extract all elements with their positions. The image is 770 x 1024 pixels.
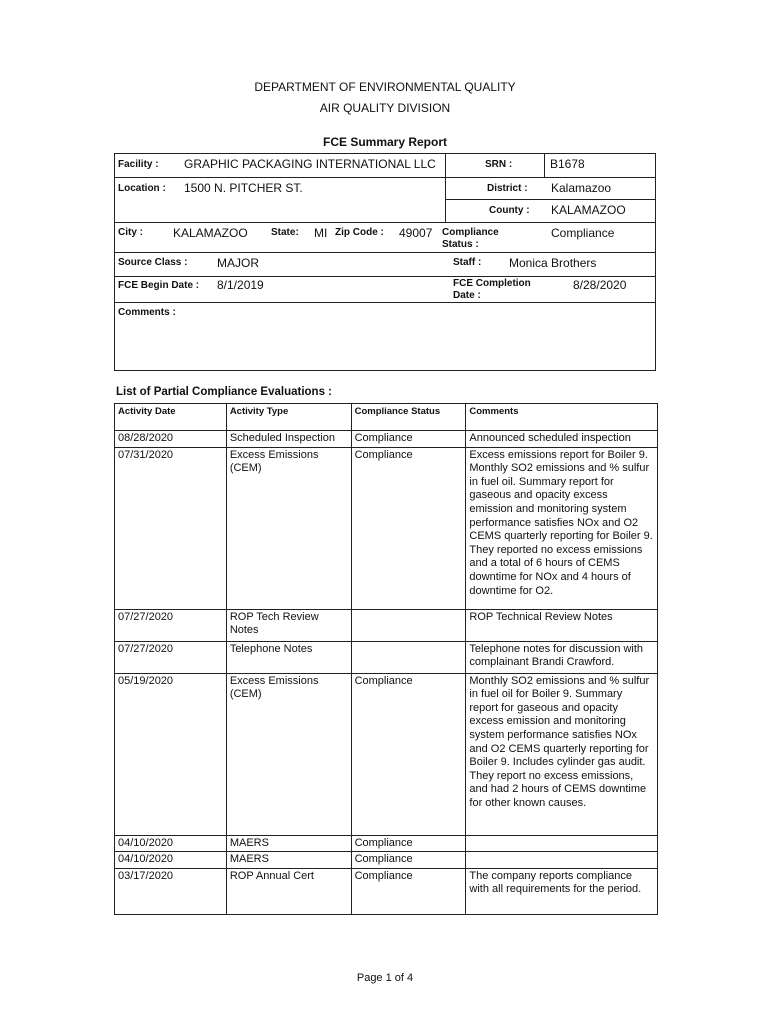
cell-comments: Monthly SO2 emissions and % sulfur in fuel oil for Boiler 9. Summary report for gaseous and opacity excess emission and monitoring system performance satisfies NOx and O2 CEMS quarterly reporting for Boiler 9. Includes cylinder gas audit. They report no excess emissions, and had 2 hours of CEMS downtime for other known causes. (466, 673, 658, 835)
location-value: 1500 N. PITCHER ST. (184, 181, 303, 195)
source-class-label: Source Class : (118, 257, 188, 268)
srn-label: SRN : (485, 159, 513, 170)
city-value: KALAMAZOO (173, 226, 248, 240)
cell-type: Excess Emissions (CEM) (226, 673, 351, 835)
cell-date: 03/17/2020 (115, 868, 227, 914)
fce-completion-label: FCE Completion Date : (453, 278, 531, 301)
fce-completion-value: 8/28/2020 (573, 278, 627, 292)
cell-date: 07/31/2020 (115, 447, 227, 609)
fce-begin-label: FCE Begin Date : (118, 280, 200, 291)
page-footer: Page 1 of 4 (356, 972, 414, 984)
cell-comments: Announced scheduled inspection (466, 431, 658, 448)
state-value: MI (314, 226, 328, 240)
cell-type: MAERS (226, 852, 351, 869)
cell-date: 04/10/2020 (115, 835, 227, 852)
cell-type: MAERS (226, 835, 351, 852)
fce-begin-value: 8/1/2019 (217, 278, 264, 292)
source-class-value: MAJOR (217, 256, 259, 270)
facility-label: Facility : (118, 159, 159, 170)
cell-type: ROP Tech Review Notes (226, 609, 351, 641)
report-title: FCE Summary Report (322, 135, 448, 149)
pce-table (114, 403, 658, 915)
cell-date: 08/28/2020 (115, 431, 227, 448)
cell-status (351, 641, 466, 673)
department-heading: DEPARTMENT OF ENVIRONMENTAL QUALITY (254, 80, 516, 94)
pce-list-title: List of Partial Compliance Evaluations : (116, 386, 332, 398)
comments-label: Comments : (118, 307, 176, 318)
header-activity-date: Activity Date (115, 404, 227, 431)
table-row (115, 835, 658, 852)
compliance-label: Compliance Status : (442, 227, 499, 250)
cell-type: Scheduled Inspection (226, 431, 351, 448)
cell-date: 04/10/2020 (115, 852, 227, 869)
district-value: Kalamazoo (551, 181, 612, 195)
district-label: District : (487, 183, 528, 194)
staff-value: Monica Brothers (509, 256, 597, 270)
compliance-value: Compliance (551, 226, 615, 240)
table-row (115, 447, 658, 609)
city-label: City : (118, 227, 143, 238)
cell-type: Telephone Notes (226, 641, 351, 673)
cell-comments (466, 852, 658, 869)
division-heading: AIR QUALITY DIVISION (319, 101, 451, 115)
cell-comments (466, 835, 658, 852)
table-row (115, 673, 658, 835)
county-label: County : (489, 205, 530, 216)
cell-status (351, 609, 466, 641)
staff-label: Staff : (453, 257, 482, 268)
cell-comments: ROP Technical Review Notes (466, 609, 658, 641)
table-row (115, 431, 658, 448)
cell-date: 05/19/2020 (115, 673, 227, 835)
state-label: State: (271, 227, 299, 238)
cell-status: Compliance (351, 852, 466, 869)
table-row (115, 868, 658, 914)
cell-status: Compliance (351, 835, 466, 852)
table-row (115, 852, 658, 869)
cell-comments: The company reports compliance with all requirements for the period. (466, 868, 658, 914)
cell-status: Compliance (351, 868, 466, 914)
table-header-row (115, 404, 658, 431)
cell-type: ROP Annual Cert (226, 868, 351, 914)
header-activity-type: Activity Type (226, 404, 351, 431)
cell-type: Excess Emissions (CEM) (226, 447, 351, 609)
location-label: Location : (118, 183, 166, 194)
cell-comments: Telephone notes for discussion with complainant Brandi Crawford. (466, 641, 658, 673)
county-value: KALAMAZOO (551, 203, 626, 217)
summary-box (114, 153, 656, 371)
cell-date: 07/27/2020 (115, 609, 227, 641)
header-comments: Comments (466, 404, 658, 431)
table-row (115, 609, 658, 641)
zip-label: Zip Code : (335, 227, 384, 238)
cell-status: Compliance (351, 673, 466, 835)
header-compliance-status: Compliance Status (351, 404, 466, 431)
facility-value: GRAPHIC PACKAGING INTERNATIONAL LLC (184, 157, 436, 171)
cell-status: Compliance (351, 431, 466, 448)
table-row (115, 641, 658, 673)
cell-status: Compliance (351, 447, 466, 609)
zip-value: 49007 (399, 226, 433, 240)
cell-comments: Excess emissions report for Boiler 9. Monthly SO2 emissions and % sulfur in fuel oil. Summary report for gaseous and opacity excess emission and monitoring system performance satisfies NOx and O2 CEMS quarterly reporting for Boiler 9. They reported no excess emissions and a total of 6 hours of CEMS downtime for NOx and 4 hours of downtime for O2. (466, 447, 658, 609)
cell-date: 07/27/2020 (115, 641, 227, 673)
srn-value: B1678 (550, 157, 585, 171)
